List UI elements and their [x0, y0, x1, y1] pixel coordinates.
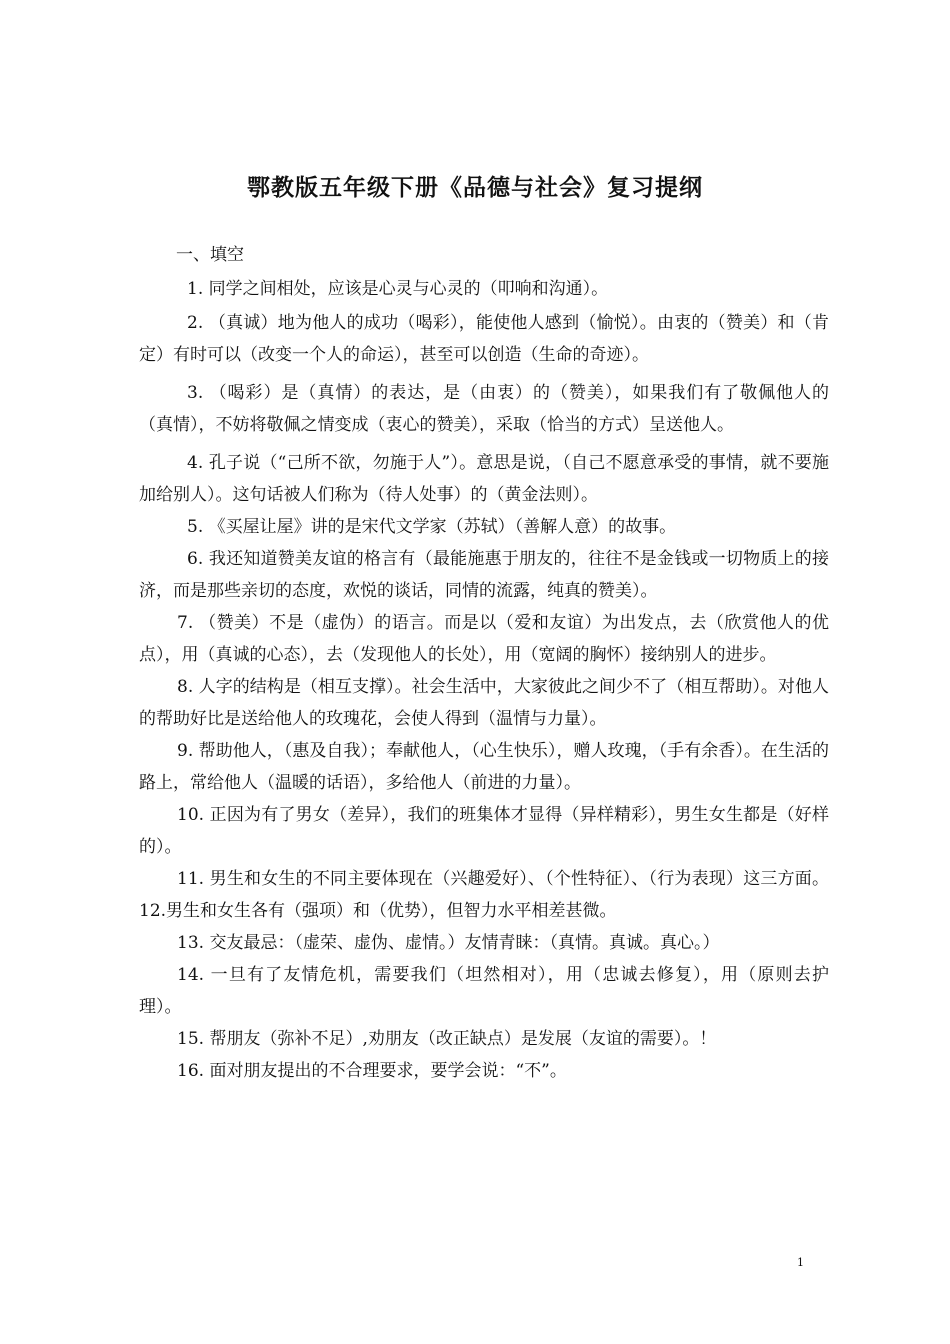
list-item: 7. （赞美）不是（虚伪）的语言。而是以（爱和友谊）为出发点，去（欣赏他人的优点），用（真诚的心态），去（发现他人的长处），用（宽阔的胸怀）接纳别人的进步。: [139, 613, 829, 665]
list-item: 4. 孔子说（“己所不欲，勿施于人”）。意思是说，（自己不愿意承受的事情，就不要施加给别人）。这句话被人们称为（待人处事）的（黄金法则）。: [139, 453, 829, 505]
section-heading: 一、填空: [176, 245, 244, 265]
list-item: 8. 人字的结构是（相互支撑）。社会生活中，大家彼此之间少不了（相互帮助）。对他人的帮助好比是送给他人的玫瑰花，会使人得到（温情与力量）。: [139, 677, 829, 729]
list-item: 11. 男生和女生的不同主要体现在（兴趣爱好）、（个性特征）、（行为表现）这三方面。12.男生和女生各有（强项）和（优势），但智力水平相差甚微。: [139, 869, 829, 921]
page-number: 1: [797, 1256, 804, 1269]
list-item: 13. 交友最忌：（虚荣、虚伪、虚情。）友情青睐：（真情。真诚。真心。）: [177, 933, 720, 953]
list-item: 3. （喝彩）是（真情）的表达，是（由衷）的（赞美），如果我们有了敬佩他人的（真情），不妨将敬佩之情变成（衷心的赞美），采取（恰当的方式）呈送他人。: [139, 383, 829, 435]
document-title: 鄂教版五年级下册《品德与社会》复习提纲: [247, 175, 703, 201]
fill-in-list: [139, 273, 829, 1087]
list-item: 5. 《买屋让屋》讲的是宋代文学家（苏轼）（善解人意）的故事。: [187, 517, 677, 537]
list-item: 16. 面对朋友提出的不合理要求，要学会说：“不”。: [177, 1061, 567, 1081]
list-item: 14. 一旦有了友情危机，需要我们（坦然相对），用（忠诚去修复），用（原则去护理）。: [139, 965, 829, 1017]
list-item: 9. 帮助他人，（惠及自我）；奉献他人，（心生快乐），赠人玫瑰，（手有余香）。在生活的路上，常给他人（温暖的话语），多给他人（前进的力量）。: [139, 741, 829, 793]
list-item: 6. 我还知道赞美友谊的格言有（最能施惠于朋友的，往往不是金钱或一切物质上的接济，而是那些亲切的态度，欢悦的谈话，同情的流露，纯真的赞美）。: [139, 549, 829, 601]
list-item: 10. 正因为有了男女（差异），我们的班集体才显得（异样精彩），男生女生都是（好样的）。: [139, 805, 829, 857]
list-item: 15. 帮朋友（弥补不足）,劝朋友（改正缺点）是发展（友谊的需要）。！: [177, 1029, 717, 1049]
list-item: 2. （真诚）地为他人的成功（喝彩），能使他人感到（愉悦）。由衷的（赞美）和（肯定）有时可以（改变一个人的命运），甚至可以创造（生命的奇迹）。: [139, 313, 829, 365]
list-item: 1. 同学之间相处，应该是心灵与心灵的（叩响和沟通）。: [187, 279, 609, 299]
